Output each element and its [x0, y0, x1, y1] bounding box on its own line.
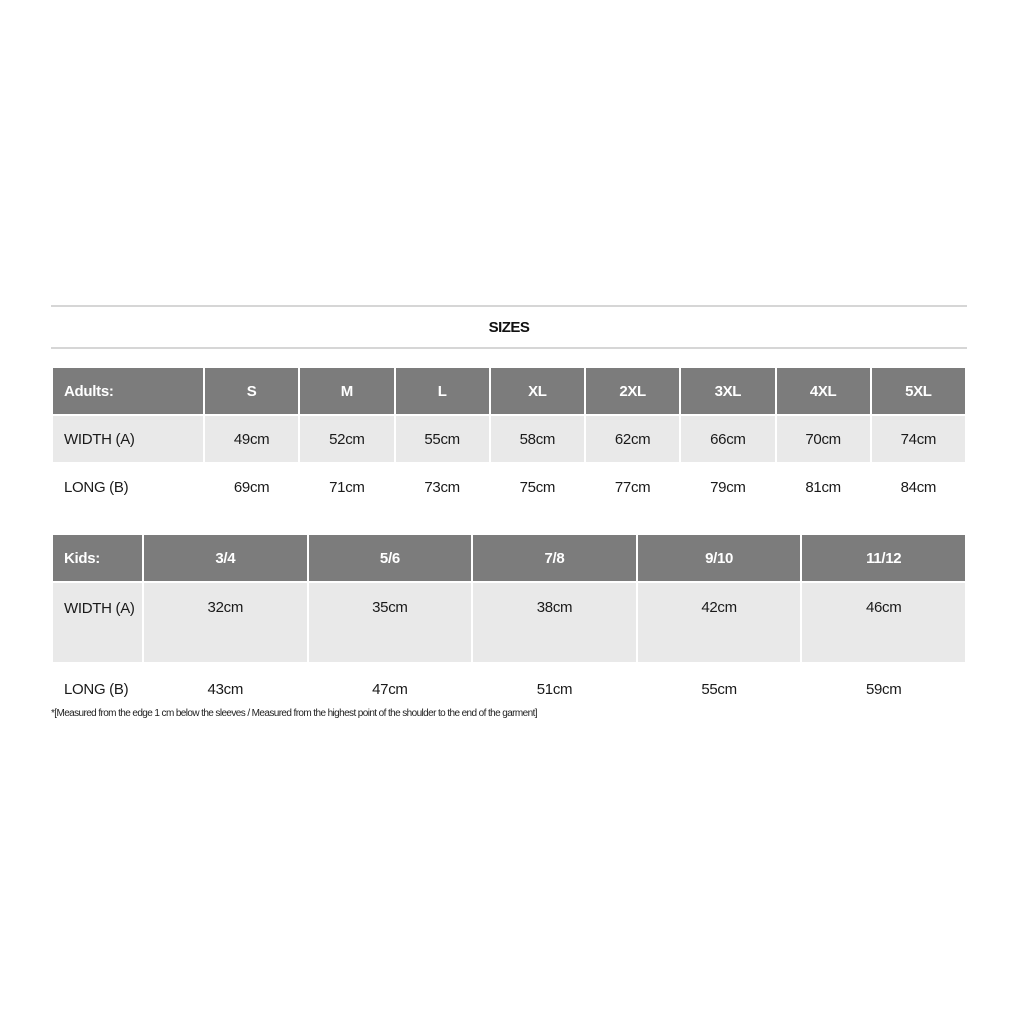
adults-long-cell: 69cm [205, 464, 298, 510]
adults-width-cell: 62cm [586, 416, 679, 462]
adults-width-label: WIDTH (A) [53, 416, 203, 462]
kids-long-cell: 43cm [144, 664, 307, 714]
measurement-footnote: *[Measured from the edge 1 cm below the sleeves / Measured from the highest point of the shoulder to the end of the garment] [51, 708, 537, 719]
adults-size-table [51, 366, 967, 512]
kids-size-header: 11/12 [802, 535, 965, 581]
kids-size-header: 7/8 [473, 535, 636, 581]
adults-long-cell: 75cm [491, 464, 584, 510]
adults-width-cell: 49cm [205, 416, 298, 462]
kids-label: Kids: [53, 535, 142, 581]
adults-width-cell: 74cm [872, 416, 965, 462]
adults-size-header: 5XL [872, 368, 965, 414]
adults-long-cell: 77cm [586, 464, 679, 510]
adults-width-row [53, 416, 965, 462]
adults-size-header: M [300, 368, 393, 414]
adults-width-cell: 70cm [777, 416, 870, 462]
kids-long-row [53, 664, 965, 714]
kids-width-cell: 38cm [473, 583, 636, 662]
kids-long-cell: 55cm [638, 664, 801, 714]
kids-width-row [53, 583, 965, 662]
adults-size-header: 3XL [681, 368, 774, 414]
title-band [51, 305, 967, 349]
kids-width-cell: 42cm [638, 583, 801, 662]
adults-size-header: 4XL [777, 368, 870, 414]
adults-width-cell: 52cm [300, 416, 393, 462]
adults-long-cell: 79cm [681, 464, 774, 510]
kids-width-cell: 46cm [802, 583, 965, 662]
adults-size-header: S [205, 368, 298, 414]
kids-long-cell: 51cm [473, 664, 636, 714]
kids-long-label: LONG (B) [53, 664, 142, 714]
adults-width-cell: 55cm [396, 416, 489, 462]
kids-width-label: WIDTH (A) [53, 583, 142, 662]
adults-long-cell: 81cm [777, 464, 870, 510]
adults-width-cell: 58cm [491, 416, 584, 462]
kids-width-cell: 35cm [309, 583, 472, 662]
kids-size-table [51, 533, 967, 716]
page-title: SIZES [488, 318, 530, 336]
adults-size-header: 2XL [586, 368, 679, 414]
kids-size-header: 9/10 [638, 535, 801, 581]
kids-width-cell: 32cm [144, 583, 307, 662]
adults-long-row [53, 464, 965, 510]
adults-long-label: LONG (B) [53, 464, 203, 510]
adults-long-cell: 73cm [396, 464, 489, 510]
kids-size-header: 5/6 [309, 535, 472, 581]
kids-long-cell: 47cm [309, 664, 472, 714]
adults-header-row [53, 368, 965, 414]
kids-long-cell: 59cm [802, 664, 965, 714]
adults-width-cell: 66cm [681, 416, 774, 462]
kids-size-header: 3/4 [144, 535, 307, 581]
adults-size-header: XL [491, 368, 584, 414]
adults-long-cell: 71cm [300, 464, 393, 510]
adults-label: Adults: [53, 368, 203, 414]
adults-size-header: L [396, 368, 489, 414]
adults-long-cell: 84cm [872, 464, 965, 510]
kids-header-row [53, 535, 965, 581]
